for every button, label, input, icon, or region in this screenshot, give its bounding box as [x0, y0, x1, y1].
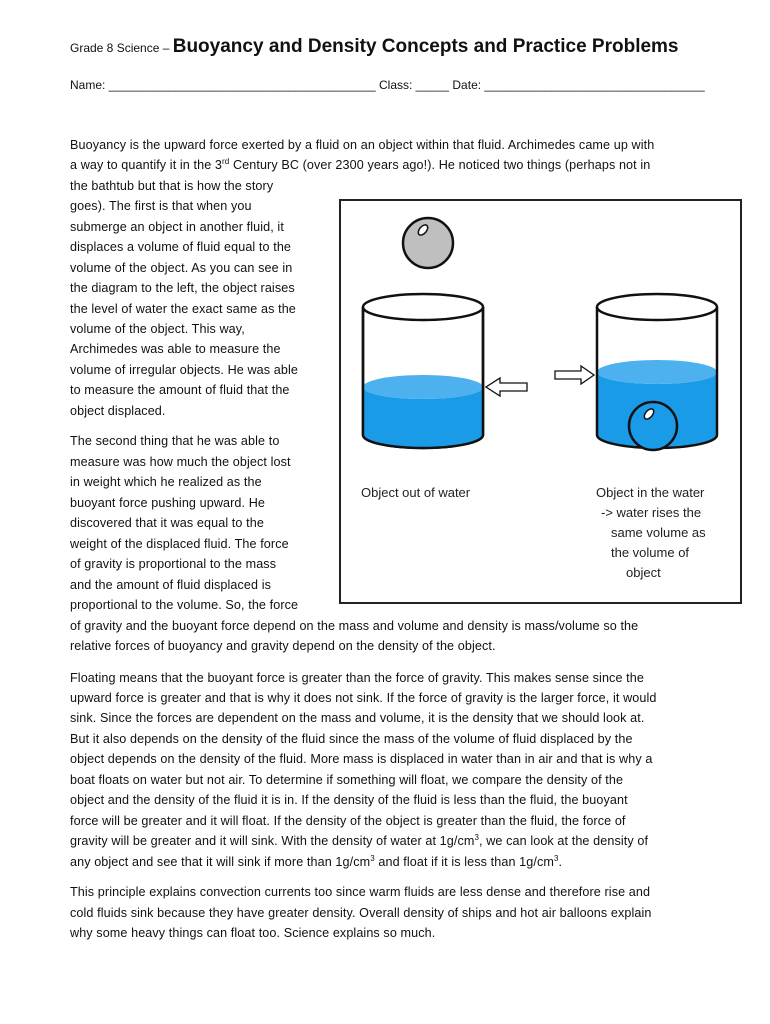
- intro-line: the level of water the exact same as the: [70, 302, 296, 316]
- intro-line: volume of the object. This way,: [70, 322, 245, 336]
- intro-line: the bathtub but that is how the story: [70, 179, 274, 193]
- intro-line: Buoyancy is the upward force exerted by a fluid on an object within that fluid. Archimedes came up with: [70, 138, 655, 152]
- caption-object-out-of-water: Object out of water: [361, 485, 471, 500]
- class-field[interactable]: _____: [415, 78, 450, 92]
- ball-in-water: [629, 402, 677, 450]
- caption-object-in-water: same volume as: [611, 525, 706, 540]
- floating-line: gravity will be greater and it will sink. With the density of water at $1g/cm^3$, we can look at the density of: [70, 832, 649, 848]
- second-line: of gravity is proportional to the mass: [70, 557, 277, 571]
- floating-line: But it also depends on the density of the fluid since the mass of the volume of fluid displaced by the: [70, 732, 633, 746]
- name-label: Name:: [70, 78, 106, 92]
- floating-line: upward force is greater and that is why it does not sink. If the force of gravity is the larger force, it would: [70, 691, 657, 705]
- intro-line: to measure the amount of fluid that the: [70, 383, 290, 397]
- intro-line: a way to quantify it in the 3rd Century BC (over 2300 years ago!). He noticed two things (perhaps not in: [70, 156, 651, 172]
- date-label: Date:: [452, 78, 482, 92]
- floating-line: Floating means that the buoyant force is greater than the force of gravity. This makes sense since the: [70, 671, 644, 685]
- intro-line: object displaced.: [70, 404, 166, 418]
- intro-line: goes). The first is that when you: [70, 199, 252, 213]
- ball-out-of-water: [403, 218, 453, 268]
- second-line: relative forces of buoyancy and gravity depend on the density of the object.: [70, 639, 496, 653]
- second-line: proportional to the volume. So, the force: [70, 598, 299, 612]
- floating-line: any object and see that it will sink if more than $1g/cm^3$ and float if it is less than $1g/cm^3$.: [70, 853, 563, 869]
- closing-line: This principle explains convection currents too since warm fluids are less dense and therefore rise and: [70, 885, 651, 899]
- second-line: buoyant force pushing upward. He: [70, 496, 266, 510]
- floating-line: force will be greater and it will float. If the density of the object is greater than the fluid, the force of: [70, 814, 626, 828]
- second-line: measure was how much the object lost: [70, 455, 291, 469]
- intro-line: submerge an object in another fluid, it: [70, 220, 284, 234]
- closing-line: why some heavy things can float too. Science explains so much.: [70, 926, 436, 940]
- student-info-line: [70, 78, 705, 92]
- caption-object-in-water: object: [626, 565, 661, 580]
- second-line: discovered that it was equal to the: [70, 516, 264, 530]
- page-title: Buoyancy and Density Concepts and Practice Problems: [172, 36, 679, 57]
- second-line: and the amount of fluid displaced is: [70, 578, 272, 592]
- caption-object-in-water: the volume of: [611, 545, 690, 560]
- caption-object-in-water: Object in the water: [596, 485, 705, 500]
- second-line: weight of the displaced fluid. The force: [70, 537, 289, 551]
- intro-line: volume of irregular objects. He was able: [70, 363, 298, 377]
- class-label: Class:: [378, 78, 413, 92]
- heading-prefix: Grade 8 Science –: [70, 41, 173, 55]
- intro-line: Archimedes was able to measure the: [70, 342, 281, 356]
- closing-line: cold fluids sink because they have greater density. Overall density of ships and hot air balloons explain: [70, 906, 652, 920]
- name-field[interactable]: ________________________________________: [108, 78, 376, 92]
- intro-line: displaces a volume of fluid equal to the: [70, 240, 292, 254]
- second-line: in weight which he realized as the: [70, 475, 262, 489]
- date-field[interactable]: _________________________________: [484, 78, 705, 92]
- intro-line: volume of the object. As you can see in: [70, 261, 293, 275]
- intro-line: the diagram to the left, the object raises: [70, 281, 295, 295]
- floating-line: sink. Since the forces are dependent on the mass and volume, it is the density that we should look at.: [70, 711, 645, 725]
- floating-line: boat floats on water but not air. To determine if something will float, we compare the density of the: [70, 773, 624, 787]
- second-line: The second thing that he was able to: [70, 434, 280, 448]
- archimedes-diagram: [339, 199, 743, 605]
- second-line: of gravity and the buoyant force depend on the mass and volume and density is mass/volume so the: [70, 619, 639, 633]
- caption-object-in-water: -> water rises the: [601, 505, 702, 520]
- floating-line: object depends on the density of the fluid. More mass is displaced in water than in air and that is why a: [70, 752, 653, 766]
- page-heading: [70, 36, 679, 58]
- floating-line: object and the density of the fluid it is in. If the density of the fluid is less than the fluid, the buoyant: [70, 793, 628, 807]
